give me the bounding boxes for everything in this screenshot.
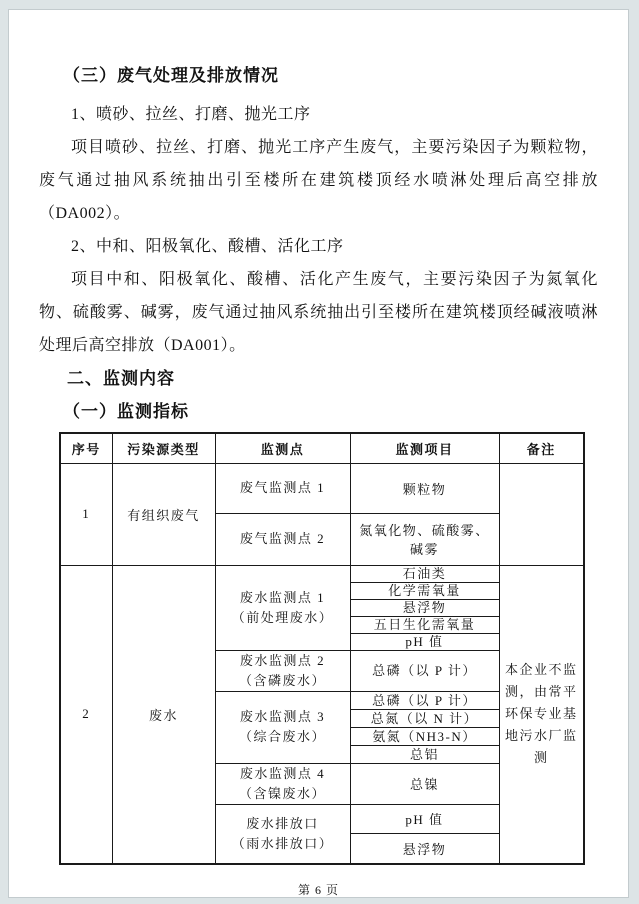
point-name-line1: 废水监测点 2 — [239, 652, 326, 668]
cell-point-outfall — [215, 804, 350, 864]
cell-item-tp2: 总磷（以 P 计） — [350, 691, 499, 709]
cell-source-water: 废水 — [112, 565, 215, 864]
cell-point-water4 — [215, 763, 350, 804]
cell-point-water3 — [215, 691, 350, 763]
point-name-line2: （前处理废水） — [231, 609, 334, 625]
column-header-item: 监测项目 — [350, 433, 499, 463]
cell-item-ss: 悬浮物 — [350, 599, 499, 616]
point-name-line1: 废水排放口 — [246, 815, 319, 831]
point-name-line1: 废水监测点 4 — [239, 765, 326, 781]
cell-remark-gas — [499, 463, 584, 565]
cell-item-tn: 总氮（以 N 计） — [350, 709, 499, 727]
cell-item-ph2: pH 值 — [350, 804, 499, 833]
table-header-row — [60, 433, 584, 463]
point-name-line2: （含镍废水） — [238, 785, 326, 801]
cell-point-water2 — [215, 650, 350, 691]
cell-item-tp: 总磷（以 P 计） — [350, 650, 499, 691]
cell-item-gas1: 颗粒物 — [350, 463, 499, 513]
cell-seq-water: 2 — [60, 565, 112, 864]
section-heading-indicators: （一）监测指标 — [63, 402, 189, 421]
cell-point-water1 — [215, 565, 350, 650]
paragraph-item1-body: 项目喷砂、拉丝、打磨、抛光工序产生废气，主要污染因子为颗粒物，废气通过抽风系统抽出引至楼所在建筑楼顶经水喷淋处理后高空排放（DA002）。 — [39, 139, 598, 222]
column-header-seq: 序号 — [60, 433, 112, 463]
document-page — [8, 9, 629, 898]
document-content — [9, 64, 628, 898]
page-number: 第 6 页 — [297, 883, 339, 897]
cell-item-al: 总铝 — [350, 745, 499, 763]
point-name-line1: 废水监测点 1 — [239, 589, 326, 605]
cell-remark-water: 本企业不监测，由常平环保专业基地污水厂监测 — [499, 565, 584, 864]
cell-point-gas1: 废气监测点 1 — [215, 463, 350, 513]
paragraph-item2-title: 2、中和、阳极氧化、酸槽、活化工序 — [71, 238, 344, 255]
point-name-line2: （雨水排放口） — [231, 835, 334, 851]
cell-item-oil: 石油类 — [350, 565, 499, 582]
paragraph-item1-title: 1、喷砂、拉丝、打磨、抛光工序 — [71, 106, 311, 123]
table-row — [60, 565, 584, 582]
column-header-point: 监测点 — [215, 433, 350, 463]
cell-source-gas: 有组织废气 — [112, 463, 215, 565]
cell-item-cod: 化学需氧量 — [350, 582, 499, 599]
table-row — [60, 463, 584, 513]
point-name-line2: （综合废水） — [238, 729, 326, 744]
cell-point-gas2: 废气监测点 2 — [215, 513, 350, 565]
column-header-remark: 备注 — [499, 433, 584, 463]
cell-item-gas2: 氮氧化物、硫酸雾、碱雾 — [350, 513, 499, 565]
cell-item-ni: 总镍 — [350, 763, 499, 804]
section-heading-monitoring: 二、监测内容 — [67, 369, 175, 388]
paragraph-item2-body: 项目中和、阳极氧化、酸槽、活化产生废气，主要污染因子为氮氧化物、硫酸雾、碱雾，废气通过抽风系统抽出引至楼所在建筑楼顶经碱液喷淋处理后高空排放（DA001）。 — [39, 271, 598, 354]
body-text-flow — [39, 98, 598, 428]
cell-item-ss2: 悬浮物 — [350, 833, 499, 864]
column-header-source: 污染源类型 — [112, 433, 215, 463]
cell-item-nh3n: 氨氮（NH3-N） — [350, 727, 499, 745]
point-name-line1: 废水监测点 3 — [239, 709, 326, 724]
cell-item-ph: pH 值 — [350, 633, 499, 650]
cell-seq-gas: 1 — [60, 463, 112, 565]
section-heading-waste-gas: （三）废气处理及排放情况 — [63, 66, 279, 85]
monitoring-indicators-table — [59, 432, 585, 865]
cell-item-bod5: 五日生化需氧量 — [350, 616, 499, 633]
point-name-line2: （含磷废水） — [238, 672, 326, 688]
